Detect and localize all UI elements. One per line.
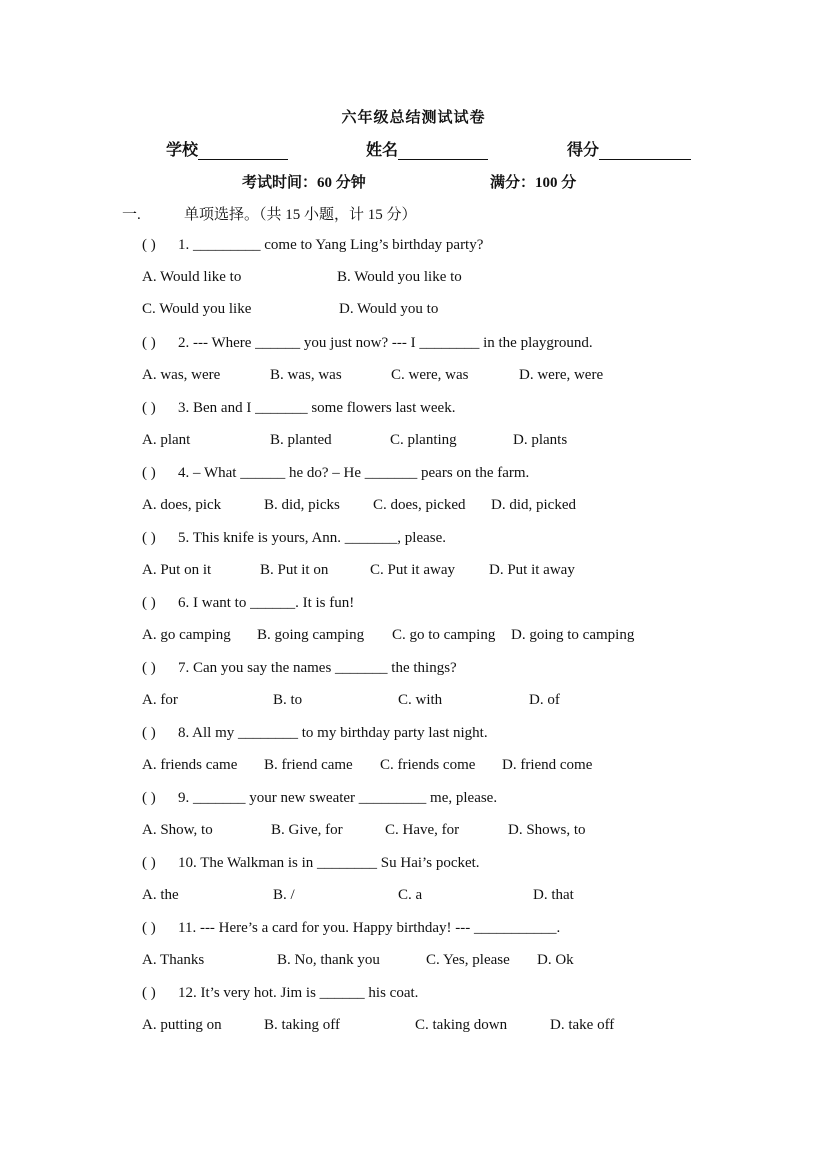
option-a: A. go camping <box>142 627 231 643</box>
option-c: C. planting <box>390 432 457 448</box>
option-b: B. to <box>273 692 303 708</box>
option-b: B. friend came <box>264 757 353 773</box>
answer-paren[interactable]: ( ) <box>142 530 156 546</box>
question-8 <box>142 725 488 742</box>
score-field <box>567 137 691 160</box>
option-c: C. a <box>398 887 423 903</box>
answer-paren[interactable]: ( ) <box>142 725 156 741</box>
school-blank <box>198 144 288 160</box>
option-c: C. Would you like <box>142 301 252 317</box>
option-d: D. plants <box>513 432 568 448</box>
option-c: C. does, picked <box>373 497 466 513</box>
option-b: B. did, picks <box>264 497 340 513</box>
question-text: 8. All my ________ to my birthday party last night. <box>178 725 488 741</box>
question-3 <box>142 400 455 417</box>
option-c: C. were, was <box>391 367 469 383</box>
question-12 <box>142 985 418 1002</box>
question-text: 6. I want to ______. It is fun! <box>178 595 355 611</box>
option-c: C. go to camping <box>392 627 496 643</box>
answer-paren[interactable]: ( ) <box>142 237 156 253</box>
question-6 <box>142 595 354 612</box>
name-field <box>366 137 488 160</box>
option-a: A. friends came <box>142 757 238 773</box>
option-c: C. Yes, please <box>426 952 510 968</box>
score-blank <box>599 144 691 160</box>
school-field <box>166 137 288 160</box>
option-b: B. going camping <box>257 627 365 643</box>
option-a: A. was, were <box>142 367 221 383</box>
question-text: 10. The Walkman is in ________ Su Hai’s pocket. <box>178 855 480 871</box>
question-10 <box>142 855 480 872</box>
option-b: B. No, thank you <box>277 952 380 968</box>
answer-paren[interactable]: ( ) <box>142 790 156 806</box>
option-d: D. Ok <box>537 952 574 968</box>
option-a: A. plant <box>142 432 191 448</box>
option-a: A. for <box>142 692 178 708</box>
option-a: A. Put on it <box>142 562 212 578</box>
exam-time: 考试时间：60 分钟 <box>242 175 366 191</box>
option-b: B. Would you like to <box>337 269 462 285</box>
option-d: D. Put it away <box>489 562 575 578</box>
answer-paren[interactable]: ( ) <box>142 920 156 936</box>
option-c: C. friends come <box>380 757 476 773</box>
option-a: A. Thanks <box>142 952 205 968</box>
score-label: 得分 <box>567 142 600 159</box>
option-a: A. putting on <box>142 1017 222 1033</box>
question-7 <box>142 660 457 677</box>
option-b: B. was, was <box>270 367 342 383</box>
option-d: D. that <box>533 887 574 903</box>
section-number: 一. <box>122 207 141 223</box>
section-heading <box>122 203 417 224</box>
question-4 <box>142 465 529 482</box>
question-text: 9. _______ your new sweater _________ me, please. <box>178 790 498 806</box>
option-a: A. the <box>142 887 179 903</box>
answer-paren[interactable]: ( ) <box>142 465 156 481</box>
option-c: C. Have, for <box>385 822 460 838</box>
answer-paren[interactable]: ( ) <box>142 400 156 416</box>
option-d: D. Shows, to <box>508 822 586 838</box>
answer-paren[interactable]: ( ) <box>142 595 156 611</box>
question-5 <box>142 530 446 547</box>
full-marks: 满分：100 分 <box>490 175 577 191</box>
question-text: 7. Can you say the names _______ the things? <box>178 660 457 676</box>
option-d: D. going to camping <box>511 627 635 643</box>
option-b: B. / <box>273 887 295 903</box>
option-a: A. Would like to <box>142 269 242 285</box>
question-11 <box>142 920 560 937</box>
option-b: B. Put it on <box>260 562 329 578</box>
answer-paren[interactable]: ( ) <box>142 985 156 1001</box>
section-title: 单项选择。（共 15 小题，计 15 分） <box>184 207 417 223</box>
option-c: C. Put it away <box>370 562 455 578</box>
option-d: D. of <box>529 692 560 708</box>
school-label: 学校 <box>166 142 199 159</box>
answer-paren[interactable]: ( ) <box>142 660 156 676</box>
option-b: B. planted <box>270 432 332 448</box>
question-9 <box>142 790 497 807</box>
option-a: A. Show, to <box>142 822 213 838</box>
option-d: D. Would you to <box>339 301 439 317</box>
exam-title: 六年级总结测试试卷 <box>341 110 486 126</box>
question-text: 4. – What ______ he do? – He _______ pears on the farm. <box>178 465 530 481</box>
option-c: C. taking down <box>415 1017 508 1033</box>
question-text: 11. --- Here’s a card for you. Happy birthday! --- ___________. <box>178 920 561 936</box>
option-d: D. friend come <box>502 757 593 773</box>
option-b: B. taking off <box>264 1017 340 1033</box>
question-text: 5. This knife is yours, Ann. _______, please. <box>178 530 447 546</box>
question-text: 1. _________ come to Yang Ling’s birthday party? <box>178 237 484 253</box>
answer-paren[interactable]: ( ) <box>142 855 156 871</box>
option-a: A. does, pick <box>142 497 222 513</box>
name-label: 姓名 <box>366 142 399 159</box>
option-d: D. were, were <box>519 367 604 383</box>
option-c: C. with <box>398 692 443 708</box>
answer-paren[interactable]: ( ) <box>142 335 156 351</box>
question-2 <box>142 335 593 352</box>
question-text: 12. It’s very hot. Jim is ______ his coat. <box>178 985 419 1001</box>
question-text: 2. --- Where ______ you just now? --- I ________ in the playground. <box>178 335 593 351</box>
option-d: D. did, picked <box>491 497 576 513</box>
option-b: B. Give, for <box>271 822 343 838</box>
question-1 <box>142 237 483 254</box>
name-blank <box>398 144 488 160</box>
option-d: D. take off <box>550 1017 615 1033</box>
question-text: 3. Ben and I _______ some flowers last week. <box>178 400 456 416</box>
